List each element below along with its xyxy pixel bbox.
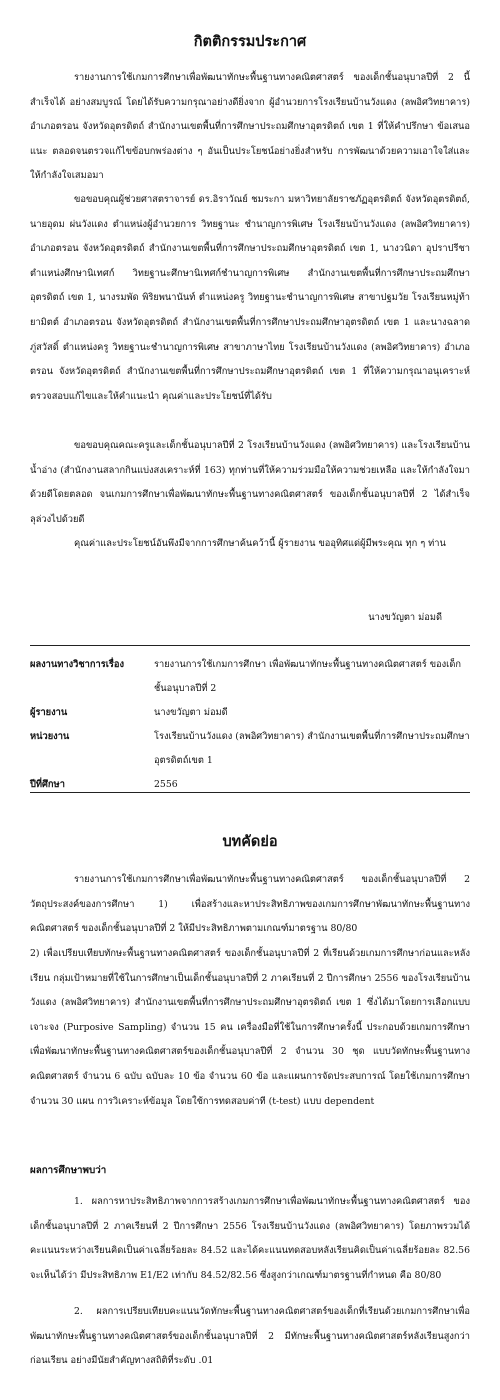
meta-bottom-rule	[30, 792, 470, 793]
meta-label: ผู้รายงาน	[30, 707, 68, 718]
meta-row-title	[30, 653, 470, 701]
meta-value: 2556	[154, 779, 178, 790]
abstract-paragraph-1: รายงานการใช้เกมการศึกษาเพื่อพัฒนาทักษะพื้นฐานทางคณิตศาสตร์ ของเด็กชั้นอนุบาลปีที่ 2 วัตถุประสงค์ของการศึกษา 1) เพื่อสร้างและหาประสิทธิภาพของเกมการศึกษาพัฒนาทักษะพื้นฐานทางคณิตศาสตร์ ของเด็กชั้นอนุบาลปีที่ 2 ให้มีประสิทธิภาพตามเกณฑ์มาตรฐาน 80/80	[30, 874, 470, 935]
ack-paragraph-4: คุณค่าและประโยชน์อันพึงมีจากการศึกษาค้นคว้านี้ ผู้รายงาน ขออุทิศแด่ผู้มีพระคุณ ทุก ๆ ท่าน	[74, 538, 446, 549]
ack-paragraph-2: ขอขอบคุณผู้ช่วยศาสตราจารย์ ดร.อิราวัณย์ ชมระกา มหาวิทยาลัยราชภัฏอุตรดิตถ์ จังหวัดอุตรดิตถ์, นายอุดม ผ่นวังแดง ตำแหน่งผู้อำนวยการ วิทยฐานะ ชำนาญการพิเศษ โรงเรียนบ้านวังแดง (ลพอิศวิทยาคาร) อำเภอตรอน จังหวัดอุตรดิตถ์ สำนักงานเขตพื้นที่การศึกษาประถมศึกษาอุตรดิตถ์ เขต 1, นางวนิดา อุปราปรีชา ตำแหน่งศึกษานิเทศก์ วิทยฐานะศึกษานิเทศก์ชำนาญการพิเศษ สำนักงานเขตพื้นที่การศึกษาประถมศึกษาอุตรดิตถ์ เขต 1, นางรมพัด พิริยพนานันท์ ตำแหน่งครู วิทยฐานะชำนาญการพิเศษ สาขาปฐมวัย โรงเรียนหมู่ท้ายามิตต์ อำเภอตรอน จังหวัดอุตรดิตถ์ สำนักงานเขตพื้นที่การศึกษาประถมศึกษาอุตรดิตถ์ เขต 1 และนางฉลาด ภู่สวัสดิ์ ตำแหน่งครู วิทยฐานะชำนาญการพิเศษ สาขาภาษาไทย โรงเรียนบ้านวังแดง (ลพอิศวิทยาคาร) อำเภอตรอน จังหวัดอุตรดิตถ์ สำนักงานเขตพื้นที่การศึกษาประถมศึกษาอุตรดิตถ์ เขต 1 ที่ให้ความกรุณาอนุเคราะห์ตรวจสอบแก้ไขและให้คำแนะนำ คุณค่าและประโยชน์ที่ได้รับ	[30, 194, 470, 402]
meta-top-rule	[30, 645, 470, 646]
meta-value: รายงานการใช้เกมการศึกษา เพื่อพัฒนาทักษะพื้นฐานทางคณิตศาสตร์ ของเด็กชั้นอนุบาลปีที่ 2	[154, 659, 462, 694]
meta-label: ปีที่ศึกษา	[30, 779, 65, 790]
meta-row-year	[30, 773, 470, 797]
abstract-title: บทคัดย่อ	[222, 833, 278, 850]
meta-row-author	[30, 701, 470, 725]
results-heading: ผลการศึกษาพบว่า	[30, 1165, 107, 1176]
meta-value: โรงเรียนบ้านวังแดง (ลพอิศวิทยาคาร) สำนักงานเขตพื้นที่การศึกษาประถมศึกษาอุตรดิตถ์เขต 1	[154, 731, 470, 766]
ack-signature: นางขวัญตา ม่อมดี	[368, 612, 442, 623]
report-meta-table	[30, 653, 470, 797]
acknowledgement-title: กิตติกรรมประกาศ	[193, 33, 307, 50]
ack-paragraph-1: รายงานการใช้เกมการศึกษาเพื่อพัฒนาทักษะพื้นฐานทางคณิตศาสตร์ ของเด็กชั้นอนุบาลปีที่ 2 นี้ สำเร็จได้ อย่างสมบูรณ์ โดยได้รับความกรุณาอย่างดียิ่งจาก ผู้อำนวยการโรงเรียนบ้านวังแดง (ลพอิศวิทยาคาร) อำเภอตรอน จังหวัดอุตรดิตถ์ สำนักงานเขตพื้นที่การศึกษาประถมศึกษาอุตรดิตถ์ เขต 1 ที่ให้คำปรึกษา ข้อเสนอแนะ ตลอดจนตรวจแก้ไขข้อบกพร่องต่าง ๆ อันเป็นประโยชน์อย่างยิ่งสำหรับ การพัฒนาด้วยความเอาใจใส่และให้กำลังใจเสมอมา	[30, 72, 470, 182]
meta-label: ผลงานทางวิชาการเรื่อง	[30, 659, 125, 670]
meta-row-organization	[30, 725, 470, 773]
result-item-1: 1. ผลการหาประสิทธิภาพจากการสร้างเกมการศึกษาเพื่อพัฒนาทักษะพื้นฐานทางคณิตศาสตร์ ของเด็กชั้นอนุบาลปีที่ 2 ภาคเรียนที่ 2 ปีการศึกษา 2556 โรงเรียนบ้านวังแดง (ลพอิศวิทยาคาร) โดยภาพรวมได้คะแนนระหว่างเรียนคิดเป็นค่าเฉลี่ยร้อยละ 84.52 และได้คะแนนทดสอบหลังเรียนคิดเป็นค่าเฉลี่ยร้อยละ 82.56 จะเห็นได้ว่า มีประสิทธิภาพ E1/E2 เท่ากับ 84.52/82.56 ซึ่งสูงกว่าเกณฑ์มาตรฐานที่กำหนด คือ 80/80	[30, 1196, 470, 1281]
ack-paragraph-3: ขอขอบคุณคณะครูและเด็กชั้นอนุบาลปีที่ 2 โรงเรียนบ้านวังแดง (ลพอิศวิทยาคาร) และโรงเรียนบ้านน้ำอ่าง (สำนักงานสลากกินแบ่งสงเคราะห์ที่ 163) ทุกท่านที่ให้ความร่วมมือให้ความช่วยเหลือ และให้กำลังใจมาด้วยดีโดยตลอด จนเกมการศึกษาเพื่อพัฒนาทักษะพื้นฐานทางคณิตศาสตร์ ของเด็กชั้นอนุบาลปีที่ 2 ได้สำเร็จลุล่วงไปด้วยดี	[30, 440, 470, 525]
meta-label: หน่วยงาน	[30, 731, 70, 742]
meta-value: นางขวัญตา ม่อมดี	[154, 707, 228, 718]
abstract-paragraph-2: 2) เพื่อเปรียบเทียบทักษะพื้นฐานทางคณิตศาสตร์ ของเด็กชั้นอนุบาลปีที่ 2 ที่เรียนด้วยเกมการศึกษาก่อนและหลังเรียน กลุ่มเป้าหมายที่ใช้ในการศึกษาเป็นเด็กชั้นอนุบาลปีที่ 2 ภาคเรียนที่ 2 ปีการศึกษา 2556 ของโรงเรียนบ้านวังแดง (ลพอิศวิทยาคาร) สำนักงานเขตพื้นที่การศึกษาประถมศึกษาอุตรดิตถ์ เขต 1 ซึ่งได้มาโดยการเลือกแบบเจาะจง (Purposive Sampling) จำนวน 15 คน เครื่องมือที่ใช้ในการศึกษาครั้งนี้ ประกอบด้วยเกมการศึกษาเพื่อพัฒนาทักษะพื้นฐานทางคณิตศาสตร์ของเด็กชั้นอนุบาลปีที่ 2 จำนวน 30 ชุด แบบวัดทักษะพื้นฐานทางคณิตศาสตร์ จำนวน 6 ฉบับ ฉบับละ 10 ข้อ จำนวน 60 ข้อ และแผนการจัดประสบการณ์ โดยใช้เกมการศึกษา จำนวน 30 แผน การวิเคราะห์ข้อมูล โดยใช้การทดสอบค่าที (t-test) แบบ dependent	[30, 948, 470, 1107]
result-item-2: 2. ผลการเปรียบเทียบคะแนนวัดทักษะพื้นฐานทางคณิตศาสตร์ของเด็กที่เรียนด้วยเกมการศึกษาเพื่อพัฒนาทักษะพื้นฐานทางคณิตศาสตร์ของเด็กชั้นอนุบาลปีที่ 2 มีทักษะพื้นฐานทางคณิตศาสตร์หลังเรียนสูงกว่าก่อนเรียน อย่างมีนัยสำคัญทางสถิติที่ระดับ .01	[30, 1306, 470, 1367]
